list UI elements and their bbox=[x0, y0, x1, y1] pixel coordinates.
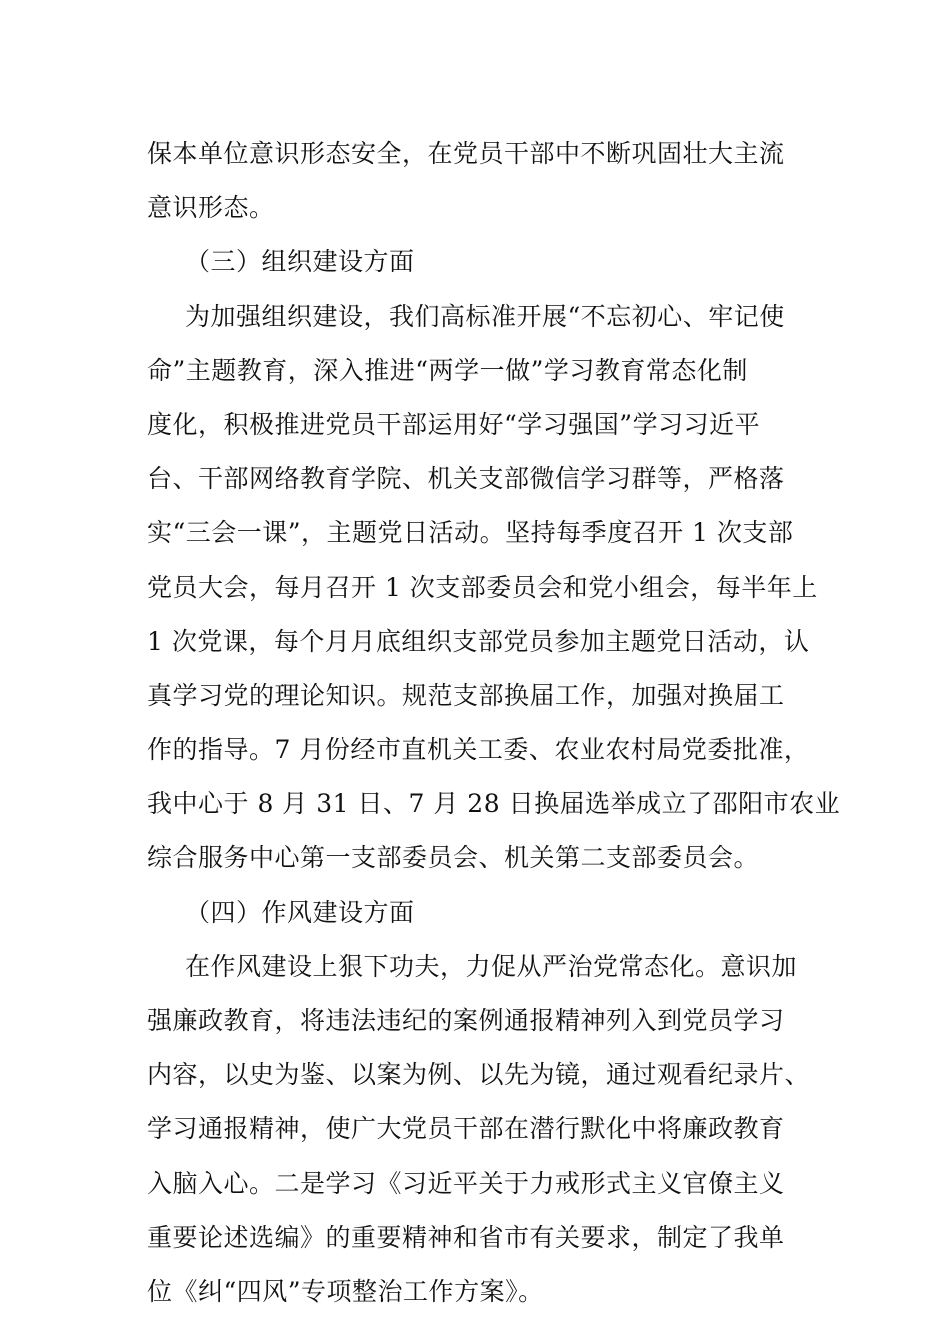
section-heading: （三）组织建设方面 bbox=[185, 247, 415, 277]
paragraph-line: 入脑入心。二是学习《习近平关于力戒形式主义官僚主义 bbox=[147, 1168, 785, 1198]
paragraph-line: 为加强组织建设，我们高标准开展“不忘初心、牢记使 bbox=[185, 301, 785, 331]
section-work-style bbox=[147, 886, 811, 1320]
paragraph-line: 综合服务中心第一支部委员会、机关第二支部委员会。 bbox=[147, 843, 760, 873]
paragraph-line: 保本单位意识形态安全，在党员干部中不断巩固壮大主流 bbox=[147, 139, 785, 168]
section-organization bbox=[147, 235, 841, 885]
paragraph-line: 我中心于 8 月 31 日、7 月 28 日换届选举成立了邵阳市农业 bbox=[147, 789, 841, 819]
section-intro bbox=[147, 127, 807, 235]
paragraph-line: 命”主题教育，深入推进“两学一做”学习教育常态化制 bbox=[147, 355, 748, 385]
paragraph-line: 台、干部网络教育学院、机关支部微信学习群等，严格落 bbox=[147, 464, 785, 494]
document-body bbox=[147, 127, 841, 1319]
paragraph-line: 在作风建设上狠下功夫，力促从严治党常态化。意识加 bbox=[185, 951, 798, 981]
paragraph-line: 度化，积极推进党员干部运用好“学习强国”学习习近平 bbox=[147, 409, 761, 439]
paragraph-line: 党员大会，每月召开 1 次支部委员会和党小组会，每半年上 bbox=[147, 572, 818, 602]
paragraph-line: 重要论述选编》的重要精神和省市有关要求，制定了我单 bbox=[147, 1222, 785, 1252]
paragraph-line: 作的指导。7 月份经市直机关工委、农业农村局党委批准， bbox=[147, 735, 810, 765]
section-heading: （四）作风建设方面 bbox=[185, 897, 415, 927]
paragraph-line: 真学习党的理论知识。规范支部换届工作，加强对换届工 bbox=[147, 680, 785, 710]
paragraph-line: 1 次党课，每个月月底组织支部党员参加主题党日活动，认 bbox=[147, 626, 810, 656]
paragraph-line: 强廉政教育，将违法违纪的案例通报精神列入到党员学习 bbox=[147, 1006, 785, 1035]
paragraph-line: 内容，以史为鉴、以案为例、以先为镜，通过观看纪录片、 bbox=[147, 1060, 811, 1090]
paragraph-line: 实“三会一课”，主题党日活动。坚持每季度召开 1 次支部 bbox=[147, 518, 794, 548]
paragraph-line: 意识形态。 bbox=[147, 193, 275, 223]
paragraph-line: 学习通报精神，使广大党员干部在潜行默化中将廉政教育 bbox=[147, 1114, 785, 1144]
paragraph-line: 位《纠“四风”专项整治工作方案》。 bbox=[147, 1276, 544, 1306]
